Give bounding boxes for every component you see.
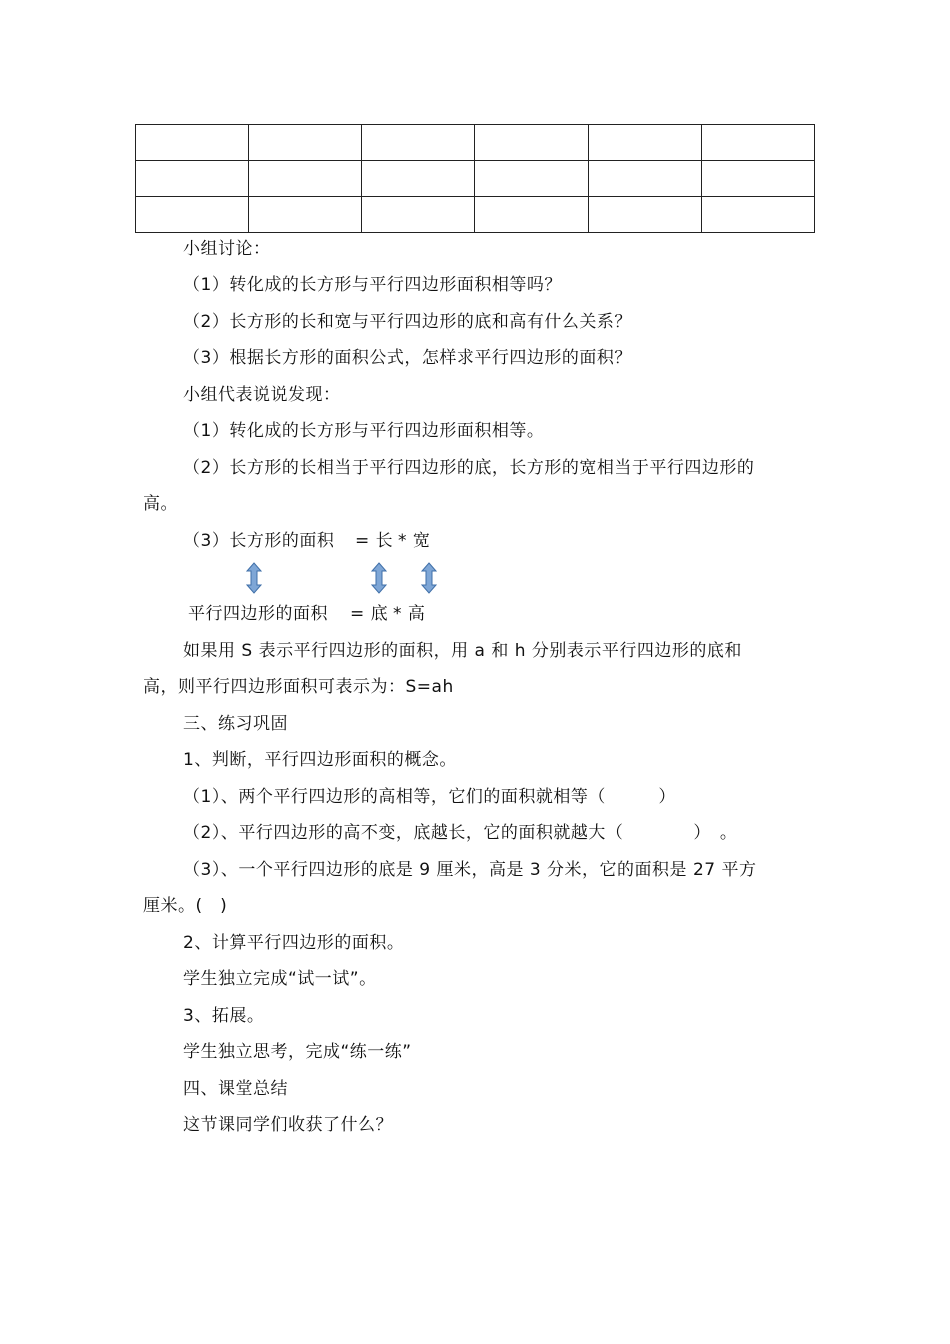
discussion-question-3: （3）根据长方形的面积公式，怎样求平行四边形的面积？	[183, 348, 632, 368]
practice-heading: 三、练习巩固	[183, 714, 288, 734]
double-arrow-icon	[245, 562, 263, 594]
summary-question: 这节课同学们收获了什么？	[183, 1115, 393, 1135]
table-cell	[475, 197, 588, 233]
finding-3-equals-length: = 长	[355, 531, 394, 551]
table-cell	[249, 125, 362, 161]
table-cell	[701, 125, 814, 161]
summary-heading: 四、课堂总结	[183, 1079, 288, 1099]
parallelogram-equals-base: = 底	[350, 604, 389, 624]
table-cell	[588, 125, 701, 161]
judgement-3-line-2: 厘米。( )	[143, 896, 228, 916]
table-cell	[475, 125, 588, 161]
finding-2-line-1: （2）长方形的长相当于平行四边形的底，长方形的宽相当于平行四边形的	[183, 458, 755, 478]
findings-heading: 小组代表说说发现：	[183, 385, 341, 405]
table-cell	[588, 197, 701, 233]
practice-item-2-note: 学生独立完成“试一试”。	[183, 969, 377, 989]
table-cell	[362, 161, 475, 197]
table-cell	[362, 125, 475, 161]
discussion-question-1: （1）转化成的长方形与平行四边形面积相等吗？	[183, 275, 562, 295]
table-cell	[136, 125, 249, 161]
formula-line-1: 如果用 S 表示平行四边形的面积，用 a 和 h 分别表示平行四边形的底和	[183, 641, 742, 661]
judgement-2: （2）、平行四边形的高不变，底越长，它的面积就越大（ ） 。	[183, 823, 738, 843]
finding-3-times-width: * 宽	[398, 531, 431, 551]
practice-item-3-note: 学生独立思考，完成“练一练”	[183, 1042, 412, 1062]
table-cell	[249, 197, 362, 233]
finding-2-line-2: 高。	[143, 494, 178, 514]
parallelogram-area-prefix: 平行四边形的面积	[188, 604, 328, 624]
judgement-3-line-1: （3）、一个平行四边形的底是 9 厘米，高是 3 分米，它的面积是 27 平方	[183, 860, 757, 880]
table-cell	[588, 161, 701, 197]
discussion-question-2: （2）长方形的长和宽与平行四边形的底和高有什么关系？	[183, 312, 632, 332]
judgement-1: （1）、两个平行四边形的高相等，它们的面积就相等（ ）	[183, 787, 676, 807]
table-cell	[475, 161, 588, 197]
practice-item-3: 3、拓展。	[183, 1006, 265, 1026]
double-arrow-icon	[420, 562, 438, 594]
parallelogram-times-height: * 高	[393, 604, 426, 624]
finding-3-prefix: （3）长方形的面积	[183, 531, 335, 551]
double-arrow-icon	[370, 562, 388, 594]
table-row	[136, 197, 815, 233]
table-cell	[362, 197, 475, 233]
discussion-heading: 小组讨论：	[183, 239, 271, 259]
blank-table	[135, 124, 815, 233]
table-cell	[701, 197, 814, 233]
table-cell	[136, 161, 249, 197]
practice-item-1: 1、判断，平行四边形面积的概念。	[183, 750, 457, 770]
table-cell	[701, 161, 814, 197]
table-cell	[136, 197, 249, 233]
formula-line-2: 高，则平行四边形面积可表示为：S=ah	[143, 677, 454, 697]
table-row	[136, 161, 815, 197]
table-cell	[249, 161, 362, 197]
finding-1: （1）转化成的长方形与平行四边形面积相等。	[183, 421, 545, 441]
practice-item-2: 2、计算平行四边形的面积。	[183, 933, 405, 953]
table-row	[136, 125, 815, 161]
